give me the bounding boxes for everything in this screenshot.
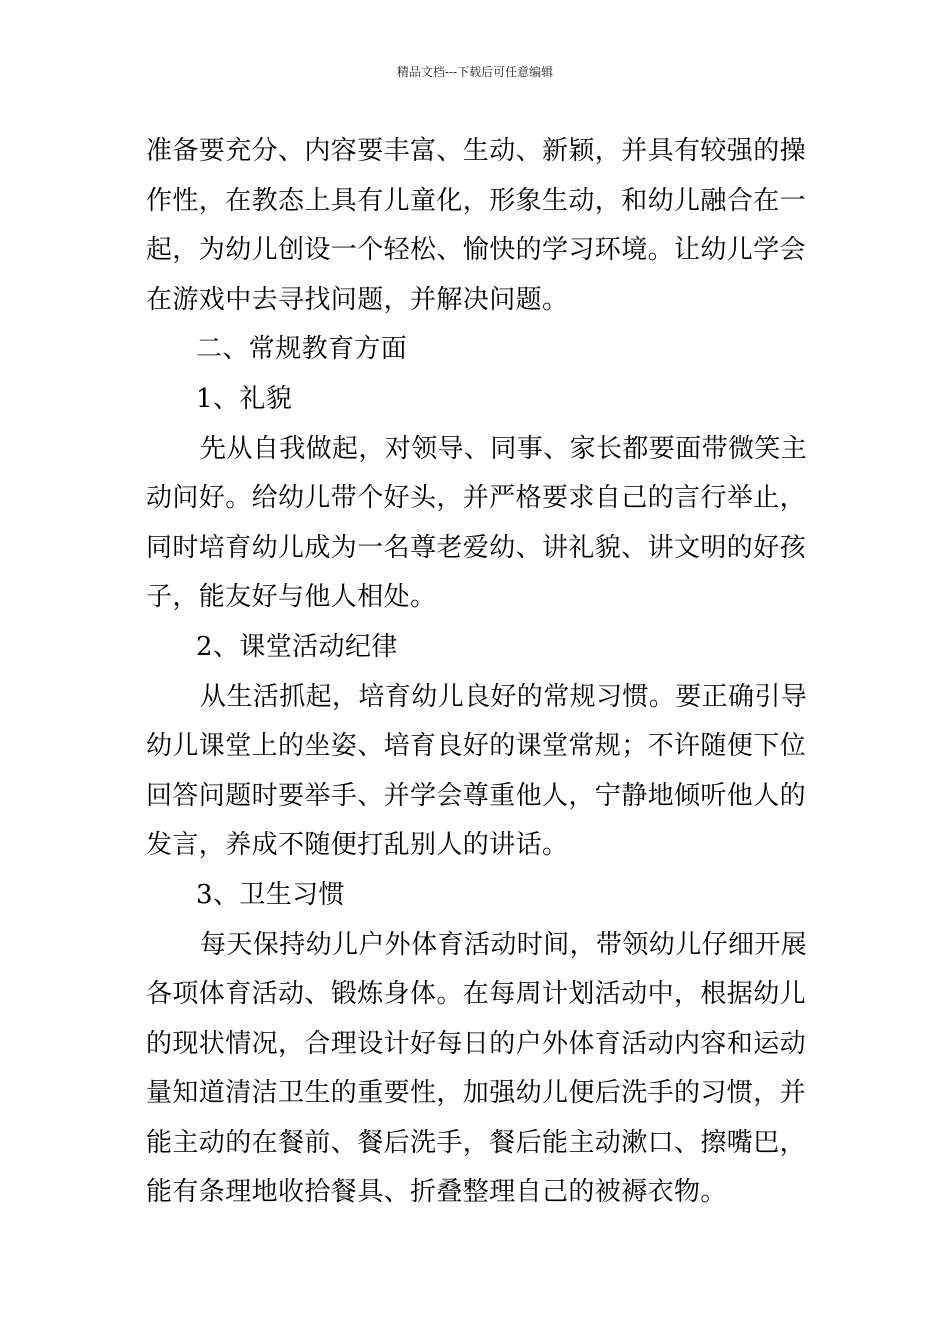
body-line: 回答问题时要举手、并学会尊重他人，宁静地倾听他人的 bbox=[146, 780, 807, 811]
subsection-heading: 1、礼貌 bbox=[196, 383, 293, 414]
body-line: 各项体育活动、锻炼身体。在每周计划活动中，根据幼儿 bbox=[146, 979, 807, 1010]
section-heading: 二、常规教育方面 bbox=[196, 334, 408, 365]
body-line: 在游戏中去寻找问题，并解决问题。 bbox=[146, 284, 569, 315]
body-line: 准备要充分、内容要丰富、生动、新颖，并具有较强的操 bbox=[146, 136, 807, 166]
body-line: 量知道清洁卫生的重要性，加强幼儿便后洗手的习惯，并 bbox=[146, 1078, 807, 1109]
body-line: 动问好。给幼儿带个好头，并严格要求自己的言行举止， bbox=[146, 483, 807, 514]
subsection-heading: 3、卫生习惯 bbox=[196, 879, 345, 910]
page-header: 精品文档---下载后可任意编辑 bbox=[396, 65, 554, 79]
body-line: 的现状情况，合理设计好每日的户外体育活动内容和运动 bbox=[146, 1028, 807, 1059]
paragraph-first-line: 从生活抓起，培育幼儿良好的常规习惯。要正确引导 bbox=[200, 681, 808, 712]
body-line: 能有条理地收拾餐具、折叠整理自己的被褥衣物。 bbox=[146, 1177, 727, 1208]
body-line: 幼儿课堂上的坐姿、培育良好的课堂常规；不许随便下位 bbox=[146, 731, 807, 762]
paragraph-first-line: 先从自我做起，对领导、同事、家长都要面带微笑主 bbox=[200, 433, 808, 464]
body-line: 同时培育幼儿成为一名尊老爱幼、讲礼貌、讲文明的好孩 bbox=[146, 532, 807, 563]
document-body bbox=[146, 127, 811, 1218]
body-line: 起，为幼儿创设一个轻松、愉快的学习环境。让幼儿学会 bbox=[146, 235, 807, 266]
paragraph-first-line: 每天保持幼儿户外体育活动时间，带领幼儿仔细开展 bbox=[200, 929, 808, 960]
body-line: 发言，养成不随便打乱别人的讲话。 bbox=[146, 830, 569, 861]
body-line: 作性，在教态上具有儿童化，形象生动，和幼儿融合在一 bbox=[146, 185, 807, 216]
body-line: 子，能友好与他人相处。 bbox=[146, 582, 437, 613]
body-line: 能主动的在餐前、餐后洗手，餐后能主动漱口、擦嘴巴， bbox=[146, 1127, 807, 1158]
subsection-heading: 2、课堂活动纪律 bbox=[196, 631, 398, 662]
